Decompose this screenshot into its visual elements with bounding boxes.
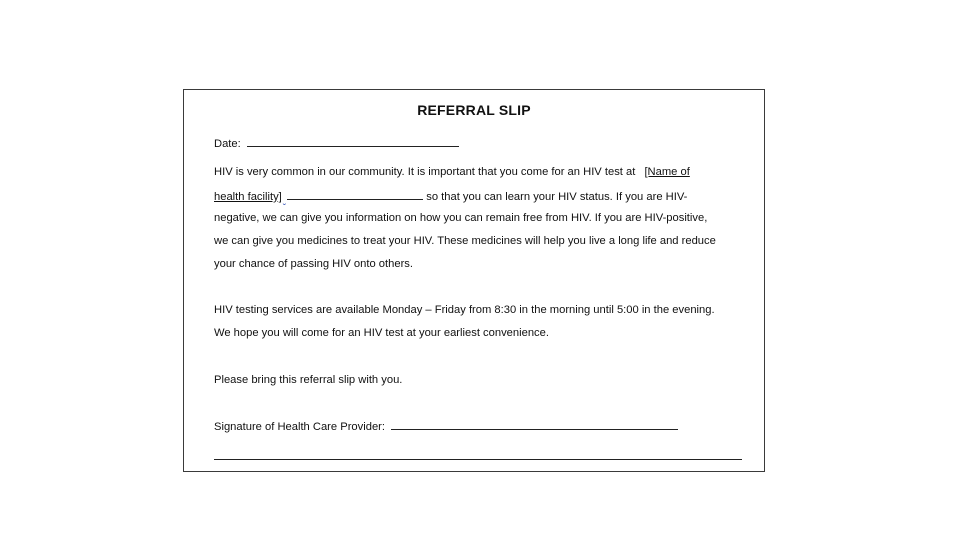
para3-line: Please bring this referral slip with you.: [214, 374, 403, 386]
bottom-rule: [214, 459, 742, 460]
para1-line4: we can give you medicines to treat your HIV. These medicines will help you live a long life and reduce: [214, 235, 716, 247]
facility-placeholder-end: health facility]: [214, 191, 282, 203]
para1-line2-text: so that you can learn your HIV status. If you are HIV-: [423, 191, 688, 203]
facility-placeholder-start: [Name of: [644, 166, 690, 178]
para1-line3: negative, we can give you information on how you can remain free from HIV. If you are HIV-positive,: [214, 212, 708, 224]
facility-blank[interactable]: [287, 188, 423, 200]
signature-label: Signature of Health Care Provider:: [214, 421, 386, 433]
para2-line2: We hope you will come for an HIV test at your earliest convenience.: [214, 327, 549, 339]
referral-slip: [183, 89, 765, 472]
signature-blank[interactable]: [391, 418, 678, 430]
date-label: Date:: [214, 138, 241, 150]
para2-line1: HIV testing services are available Monday – Friday from 8:30 in the morning until 5:00 in the evening.: [214, 304, 715, 316]
date-line: [214, 135, 459, 151]
para1-line2: [214, 188, 687, 205]
slip-title: REFERRAL SLIP: [417, 102, 531, 118]
signature-line: [214, 418, 678, 434]
date-blank[interactable]: [247, 135, 459, 147]
spelling-squiggle-icon: ˬ: [282, 195, 287, 206]
para1-line1: [214, 165, 690, 179]
para1-line1-text: HIV is very common in our community. It is important that you come for an HIV test at: [214, 166, 639, 178]
para1-line5: your chance of passing HIV onto others.: [214, 258, 414, 270]
